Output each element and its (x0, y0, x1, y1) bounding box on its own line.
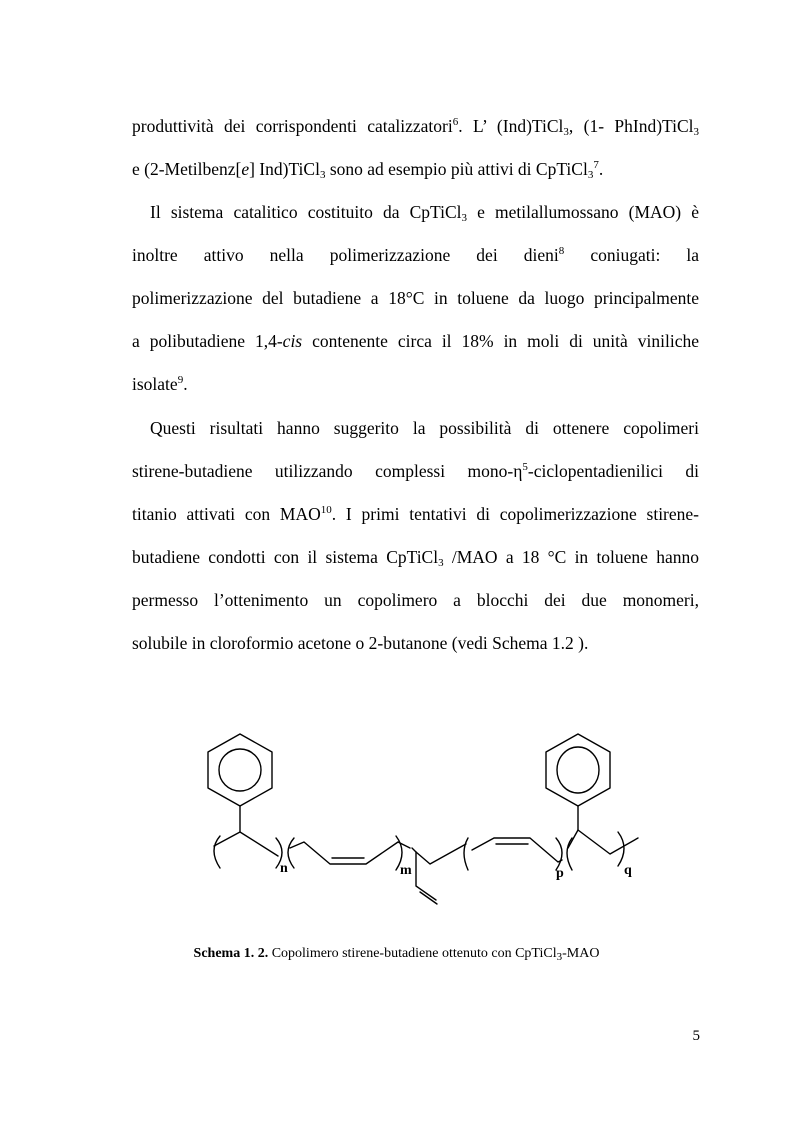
benzene-ring-left (208, 734, 272, 806)
text: inoltre attivo nella polimerizzazione dei dieni (132, 245, 559, 265)
text-line (132, 200, 699, 224)
text-line (132, 459, 699, 483)
text: -ciclopentadienilici di (527, 461, 699, 481)
text-line: solubile in cloroformio acetone o 2-butanone (vedi Schema 1.2 ). (132, 633, 589, 653)
text-line (132, 114, 699, 138)
caption-text: Copolimero stirene-butadiene ottenuto con CpTiCl (268, 946, 557, 961)
text: ] Ind)TiCl (249, 159, 320, 179)
text-line (132, 243, 699, 267)
text: coniugati: la (564, 245, 699, 265)
text: isolate (132, 374, 178, 394)
caption-text: -MAO (562, 946, 600, 961)
subscript: 3 (438, 557, 444, 569)
aromatic-circle-left (219, 749, 261, 791)
footnote-ref: 9 (177, 374, 184, 386)
aromatic-circle-right (557, 747, 599, 793)
repeat-label-q: q (624, 863, 632, 878)
footnote-ref: 7 (593, 159, 599, 171)
text: e (2-Metilbenz[ (132, 159, 242, 179)
text: stirene-butadiene utilizzando complessi mono-η (132, 461, 523, 481)
text-line (132, 502, 699, 526)
text: a polibutadiene 1,4- (132, 331, 283, 351)
text: , (1- PhInd)TiCl (568, 116, 694, 136)
footnote-ref: 8 (558, 245, 565, 257)
text: titanio attivati con MAO (132, 504, 321, 524)
repeat-label-n: n (280, 861, 288, 876)
text-line: polimerizzazione del butadiene a 18°C in toluene da luogo principalmente (132, 288, 699, 308)
text: /MAO a 18 °C in toluene hanno (443, 547, 699, 567)
superscript: 5 (522, 461, 528, 473)
repeat-label-m: m (400, 863, 412, 878)
subscript: 3 (461, 212, 468, 224)
text: produttività dei corrispondenti catalizzatori (132, 116, 453, 136)
text-line (132, 545, 699, 569)
text: e metilallumossano (MAO) è (467, 202, 700, 222)
footnote-ref: 6 (452, 116, 459, 128)
text-line: Questi risultati hanno suggerito la possibilità di ottenere copolimeri (150, 418, 699, 438)
text: . (598, 159, 604, 179)
subscript: 3 (556, 951, 563, 963)
text: contenente circa il 18% in moli di unità viniliche (302, 331, 699, 351)
text: sono ad esempio più attivi di CpTiCl (325, 159, 588, 179)
caption-label: Schema 1. 2. (193, 946, 269, 961)
page-number: 5 (692, 1028, 700, 1044)
subscript: 3 (319, 169, 326, 181)
text-line: permesso l’ottenimento un copolimero a blocchi dei due monomeri, (132, 590, 699, 610)
italic-text: e (241, 159, 250, 179)
scheme-caption (0, 946, 793, 962)
text-line (132, 157, 699, 181)
text: . (183, 374, 188, 394)
text-line (132, 329, 699, 353)
subscript: 3 (693, 126, 699, 138)
subscript: 3 (563, 126, 569, 138)
footnote-ref: 10 (320, 504, 332, 516)
text: . I primi tentativi di copolimerizzazione stirene- (331, 504, 699, 524)
text-line (132, 372, 699, 396)
subscript: 3 (587, 169, 594, 181)
copolymer-structure-diagram (190, 720, 660, 920)
repeat-label-p: p (556, 866, 564, 881)
text: Il sistema catalitico costituito da CpTiCl (150, 202, 462, 222)
text: . L’ (Ind)TiCl (458, 116, 564, 136)
text: butadiene condotti con il sistema CpTiCl (132, 547, 439, 567)
italic-text: cis (282, 331, 303, 351)
benzene-ring-right (546, 734, 610, 806)
